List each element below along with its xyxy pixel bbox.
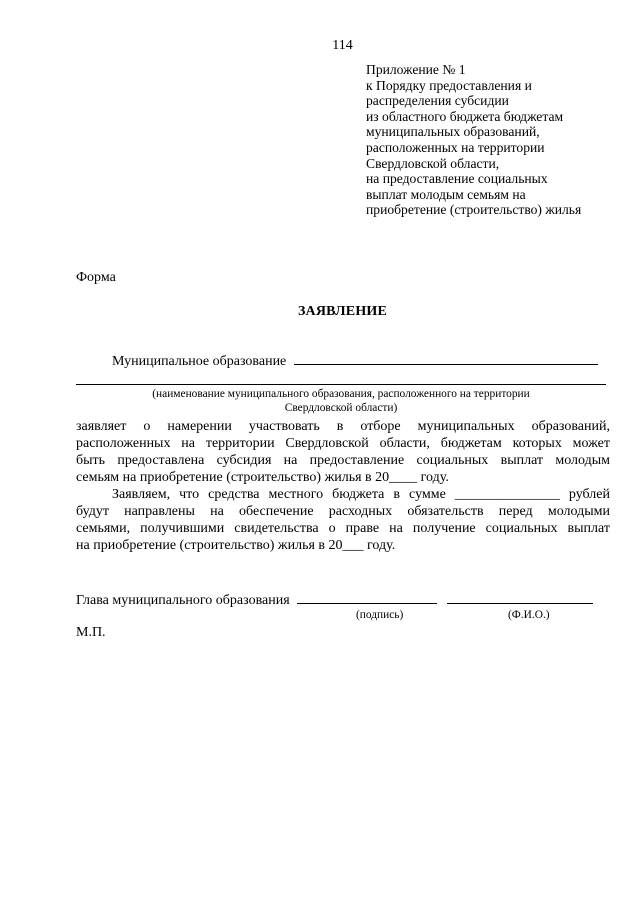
signature-row xyxy=(76,593,593,609)
appendix-line: к Порядку предоставления и xyxy=(366,77,532,93)
name-hint: (Ф.И.О.) xyxy=(508,609,550,621)
appendix-line: муниципальных образований, xyxy=(366,124,540,140)
municipality-field xyxy=(112,354,598,370)
appendix-line: Приложение № 1 xyxy=(366,62,466,77)
appendix-line: выплат молодым семьям на xyxy=(366,186,526,202)
appendix-note xyxy=(366,62,626,218)
appendix-line: расположенных на территории xyxy=(366,139,545,155)
municipality-input-line xyxy=(294,363,598,365)
appendix-line: на предоставление социальных xyxy=(366,171,548,187)
municipality-hint-line: Свердловской области) xyxy=(284,402,398,414)
body-line: быть предоставлена субсидия на предоставление социальных выплат молодым xyxy=(76,453,610,468)
appendix-line: приобретение (строительство) жилья xyxy=(366,202,582,218)
signature-label: Глава муниципального образования xyxy=(76,593,290,608)
body-line: семьям на приобретение (строительство) жилья в 20____ году. xyxy=(76,470,449,485)
page-number: 114 xyxy=(332,38,353,53)
body-line: Заявляем, что средства местного бюджета в сумме _______________ рублей xyxy=(112,487,610,502)
appendix-line: из областного бюджета бюджетам xyxy=(366,108,564,124)
body-line: заявляет о намерении участвовать в отборе муниципальных образований, xyxy=(76,419,610,434)
name-input-line xyxy=(447,602,593,604)
stamp-place: М.П. xyxy=(76,625,106,640)
body-line: на приобретение (строительство) жилья в 20___ году. xyxy=(76,538,396,553)
signature-hint: (подпись) xyxy=(356,609,404,621)
municipality-hint xyxy=(76,387,606,415)
municipality-label: Муниципальное образование xyxy=(112,354,287,369)
body-line: будут направлены на обеспечение расходных обязательств перед молодыми xyxy=(76,504,610,519)
municipality-continuation-line xyxy=(76,384,606,385)
municipality-hint-line: (наименование муниципального образования, расположенного на территории xyxy=(152,388,530,400)
form-label: Форма xyxy=(76,270,116,285)
appendix-line: распределения субсидии xyxy=(366,93,509,109)
statement-body xyxy=(76,418,610,554)
body-line: семьями, получившими свидетельства о праве на получение социальных выплат xyxy=(76,521,610,536)
signature-input-line xyxy=(297,602,437,604)
document-title: ЗАЯВЛЕНИЕ xyxy=(297,304,388,319)
appendix-line: Свердловской области, xyxy=(366,155,500,171)
body-line: расположенных на территории Свердловской области, бюджетам которых может xyxy=(76,436,610,451)
